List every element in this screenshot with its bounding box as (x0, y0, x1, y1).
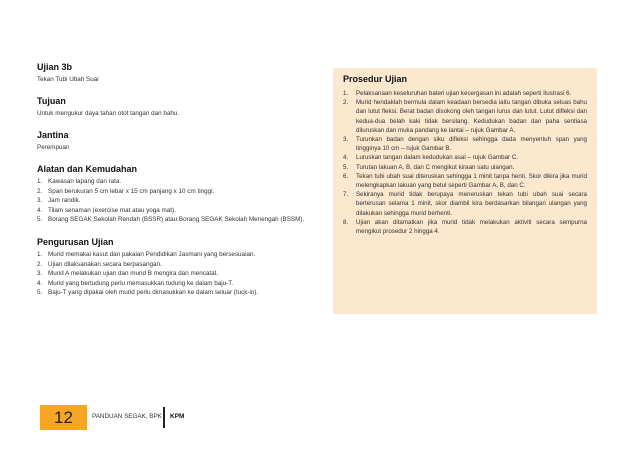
left-column (37, 62, 305, 298)
list-item: 3. Murid A melakukan ujian dan murid B mengira dan mencatat. (37, 270, 219, 278)
test-title: Ujian 3b (37, 62, 73, 72)
alatan-list (37, 177, 305, 225)
list-item: 7. Sekiranya murid tidak berupaya meneruskan tekan tubi ubah suai secara berterusan selama 1 minit, skor diambil kira berdasarkan bilangan ulangan yang dilakukan sehingga murid berhenti. (343, 191, 587, 217)
pengurusan-list (37, 250, 305, 298)
prosedur-heading: Prosedur Ujian (343, 74, 408, 84)
list-item: 4. Tilam senaman (exercise mat atau yoga mat). (37, 206, 176, 214)
alatan-heading: Alatan dan Kemudahan (37, 164, 138, 174)
list-item: 5. Borang SEGAK Sekolah Rendah (BSSR) atau Borang SEGAK Sekolah Menengah (BSSM). (37, 216, 305, 224)
list-item: 5. Baju-T yang dipakai oleh murid perlu dimasukkan ke dalam seluar (tuck-in). (37, 289, 259, 297)
list-item: 8. Ujian akan ditamatkan jika murid tidak melakukan aktiviti secara sempurna mengikut prosedur 2 hingga 4. (343, 218, 587, 236)
list-item: 2. Ujian dilaksanakan secara berpasangan. (37, 260, 162, 268)
list-item: 3. Turunkan badan dengan siku difleksi sehingga dada menyentuh span yang tingginya 10 cm – rujuk Gambar B. (343, 136, 587, 153)
list-item: 2. Murid hendaklah bermula dalam keadaan bersedia iaitu tangan dibuka seluas bahu dan lutut fleksi. Berat badan disokong oleh tangan lurus dan lutut. Lutut difleksi dan kedua-dua belah kaki tidak bersilang. Kedudukan badan dan paha sentiasa diluruskan dan muka pandang ke lantai – rujuk Gambar A. (343, 99, 587, 134)
jantina-heading: Jantina (37, 130, 69, 140)
list-item: 3. Jam randik. (37, 197, 81, 205)
prosedur-list (343, 89, 587, 236)
pengurusan-heading: Pengurusan Ujian (37, 236, 114, 247)
list-item: 2. Span berukuran 5 cm lebar x 15 cm panjang x 10 cm tinggi. (37, 187, 215, 195)
list-item: 6. Tekan tubi ubah suai diteruskan sehingga 1 minit tanpa henti. Skor dikira jika murid melengkapkan lakuan yang betul seperti Gambar A, B, dan C. (343, 172, 587, 190)
tujuan-heading: Tujuan (37, 96, 66, 106)
jantina-text: Perempuan (37, 144, 70, 151)
list-item: 1. Murid memakai kasut dan pakaian Pendidikan Jasmani yang bersesuaian. (37, 250, 256, 258)
footer-text: PANDUAN SEGAK, BPK (92, 413, 162, 420)
list-item: 4. Luruskan tangan dalam kedudukan asal – rujuk Gambar C. (343, 154, 519, 162)
list-item: 1. Pelaksanaan keseluruhan bateri ujian kecergasan ini adalah seperti Ilustrasi 6. (343, 90, 572, 97)
prosedur-box (333, 68, 597, 314)
list-item: 4. Murid yang bertudung perlu memasukkan tudung ke dalam baju-T. (37, 279, 234, 287)
tujuan-text: Untuk mengukur daya tahan otot tangan dan bahu. (37, 110, 180, 117)
footer-divider (163, 407, 165, 428)
page-number: 12 (40, 405, 87, 430)
footer-brand: KPM (170, 413, 185, 420)
list-item: 1. Kawasan lapang dan rata. (37, 178, 122, 185)
list-item: 5. Turutan lakuan A, B, dan C mengikut kiraan satu ulangan. (343, 163, 515, 171)
test-subtitle: Tekan Tubi Ubah Suai (37, 76, 99, 83)
